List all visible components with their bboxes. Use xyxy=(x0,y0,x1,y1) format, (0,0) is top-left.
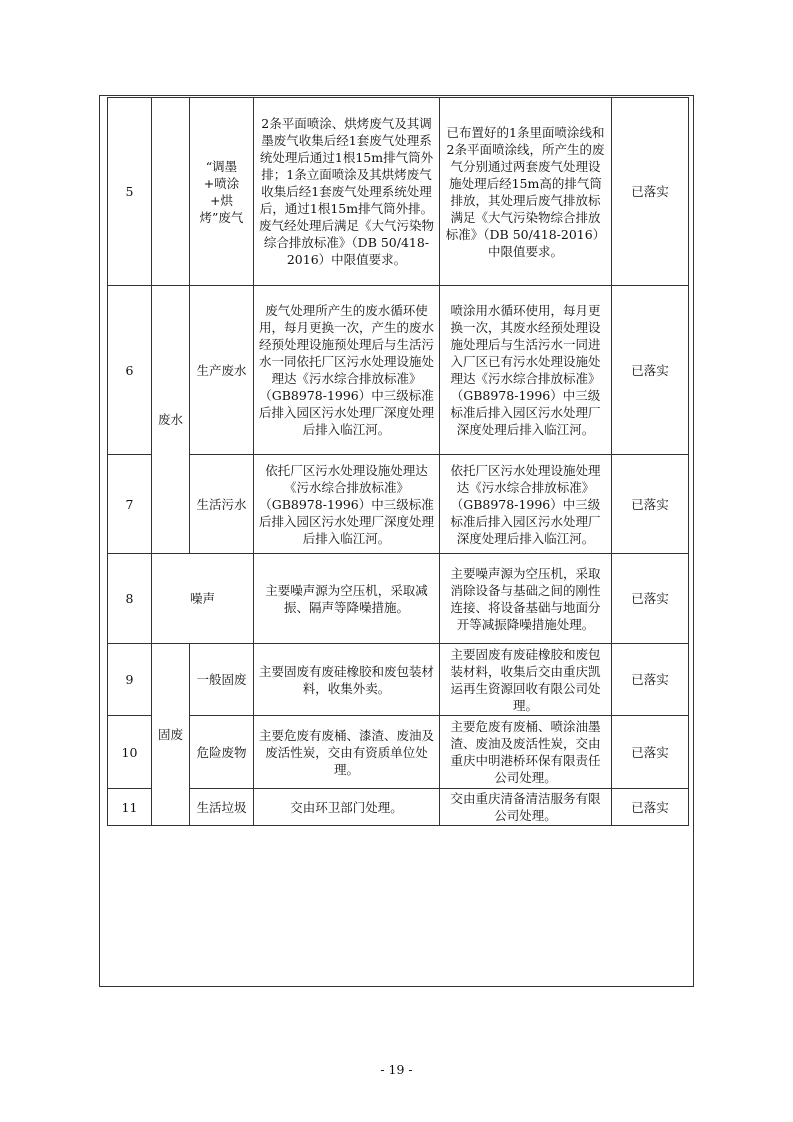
requirement-text: 主要固废有废硅橡胶和废包装材料，收集外卖。 xyxy=(254,644,440,716)
table-row xyxy=(108,286,689,455)
item-name: “调墨+喷涂+烘烤”废气 xyxy=(190,98,254,286)
actual-text: 依托厂区污水处理设施处理达《污水综合排放标准》（GB8978-1996）中三级标准后排入园区污水处理厂深度处理后排入临江河。 xyxy=(440,455,612,554)
status-text: 已落实 xyxy=(612,286,689,455)
category-wastewater: 废水 xyxy=(152,286,190,554)
requirement-text: 交由环卫部门处理。 xyxy=(254,789,440,826)
requirement-text: 依托厂区污水处理设施处理达《污水综合排放标准》（GB8978-1996）中三级标准后排入园区污水处理厂深度处理后排入临江河。 xyxy=(254,455,440,554)
row-number: 11 xyxy=(108,789,152,826)
actual-text: 主要噪声源为空压机，采取消除设备与基础之间的刚性连接、将设备基础与地面分开等减振降噪措施处理。 xyxy=(440,554,612,644)
actual-text: 主要固废有废硅橡胶和废包装材料，收集后交由重庆凯运再生资源回收有限公司处理。 xyxy=(440,644,612,716)
table-row xyxy=(108,644,689,716)
requirement-text: 主要噪声源为空压机，采取减振、隔声等降噪措施。 xyxy=(254,554,440,644)
item-name: 生产废水 xyxy=(190,286,254,455)
table-row xyxy=(108,455,689,554)
status-text: 已落实 xyxy=(612,98,689,286)
measures-table xyxy=(107,97,689,826)
row-number: 8 xyxy=(108,554,152,644)
actual-text: 交由重庆清备清洁服务有限公司处理。 xyxy=(440,789,612,826)
page-number: - 19 - xyxy=(380,1062,413,1077)
actual-text: 喷涂用水循环使用，每月更换一次，其废水经预处理设施处理后与生活污水一同进入厂区已有污水处理设施处理达《污水综合排放标准》（GB8978-1996）中三级标准后排入园区污水处理厂深度处理后排入临江河。 xyxy=(440,286,612,455)
status-text: 已落实 xyxy=(612,789,689,826)
requirement-text: 2条平面喷涂、烘烤废气及其调墨废气收集后经1套废气处理系统处理后通过1根15m排气筒外排；1条立面喷涂及其烘烤废气收集后经1套废气处理系统处理后，通过1根15m排气筒外排。废气经处理后满足《大气污染物综合排放标准》（DB 50/418-2016）中限值要求。 xyxy=(254,98,440,286)
actual-text: 主要危废有废桶、喷涂油墨渣、废油及废活性炭，交由重庆中明港桥环保有限责任公司处理。 xyxy=(440,716,612,789)
item-name: 生活垃圾 xyxy=(190,789,254,826)
row-number: 10 xyxy=(108,716,152,789)
row-number: 6 xyxy=(108,286,152,455)
table-row xyxy=(108,98,689,286)
requirement-text: 主要危废有废桶、漆渣、废油及废活性炭，交由有资质单位处理。 xyxy=(254,716,440,789)
status-text: 已落实 xyxy=(612,554,689,644)
status-text: 已落实 xyxy=(612,644,689,716)
row-number: 5 xyxy=(108,98,152,286)
category-cell xyxy=(152,98,190,286)
actual-text: 已布置好的1条里面喷涂线和2条平面喷涂线，所产生的废气分别通过两套废气处理设施处理后经15m高的排气筒排放，其处理后废气排放标满足《大气污染物综合排放标准》（DB 50/418-2016）中限值要求。 xyxy=(440,98,612,286)
status-text: 已落实 xyxy=(612,455,689,554)
item-name: 一般固废 xyxy=(190,644,254,716)
status-text: 已落实 xyxy=(612,716,689,789)
table-row xyxy=(108,789,689,826)
row-number: 7 xyxy=(108,455,152,554)
requirement-text: 废气处理所产生的废水循环使用，每月更换一次，产生的废水经预处理设施预处理后与生活污水一同依托厂区污水处理设施处理达《污水综合排放标准》（GB8978-1996）中三级标准后排入园区污水处理厂深度处理后排入临江河。 xyxy=(254,286,440,455)
item-name: 生活污水 xyxy=(190,455,254,554)
item-name: 噪声 xyxy=(152,554,254,644)
table-row xyxy=(108,554,689,644)
row-number: 9 xyxy=(108,644,152,716)
category-solid-waste: 固废 xyxy=(152,644,190,826)
item-name: 危险废物 xyxy=(190,716,254,789)
table-row xyxy=(108,716,689,789)
